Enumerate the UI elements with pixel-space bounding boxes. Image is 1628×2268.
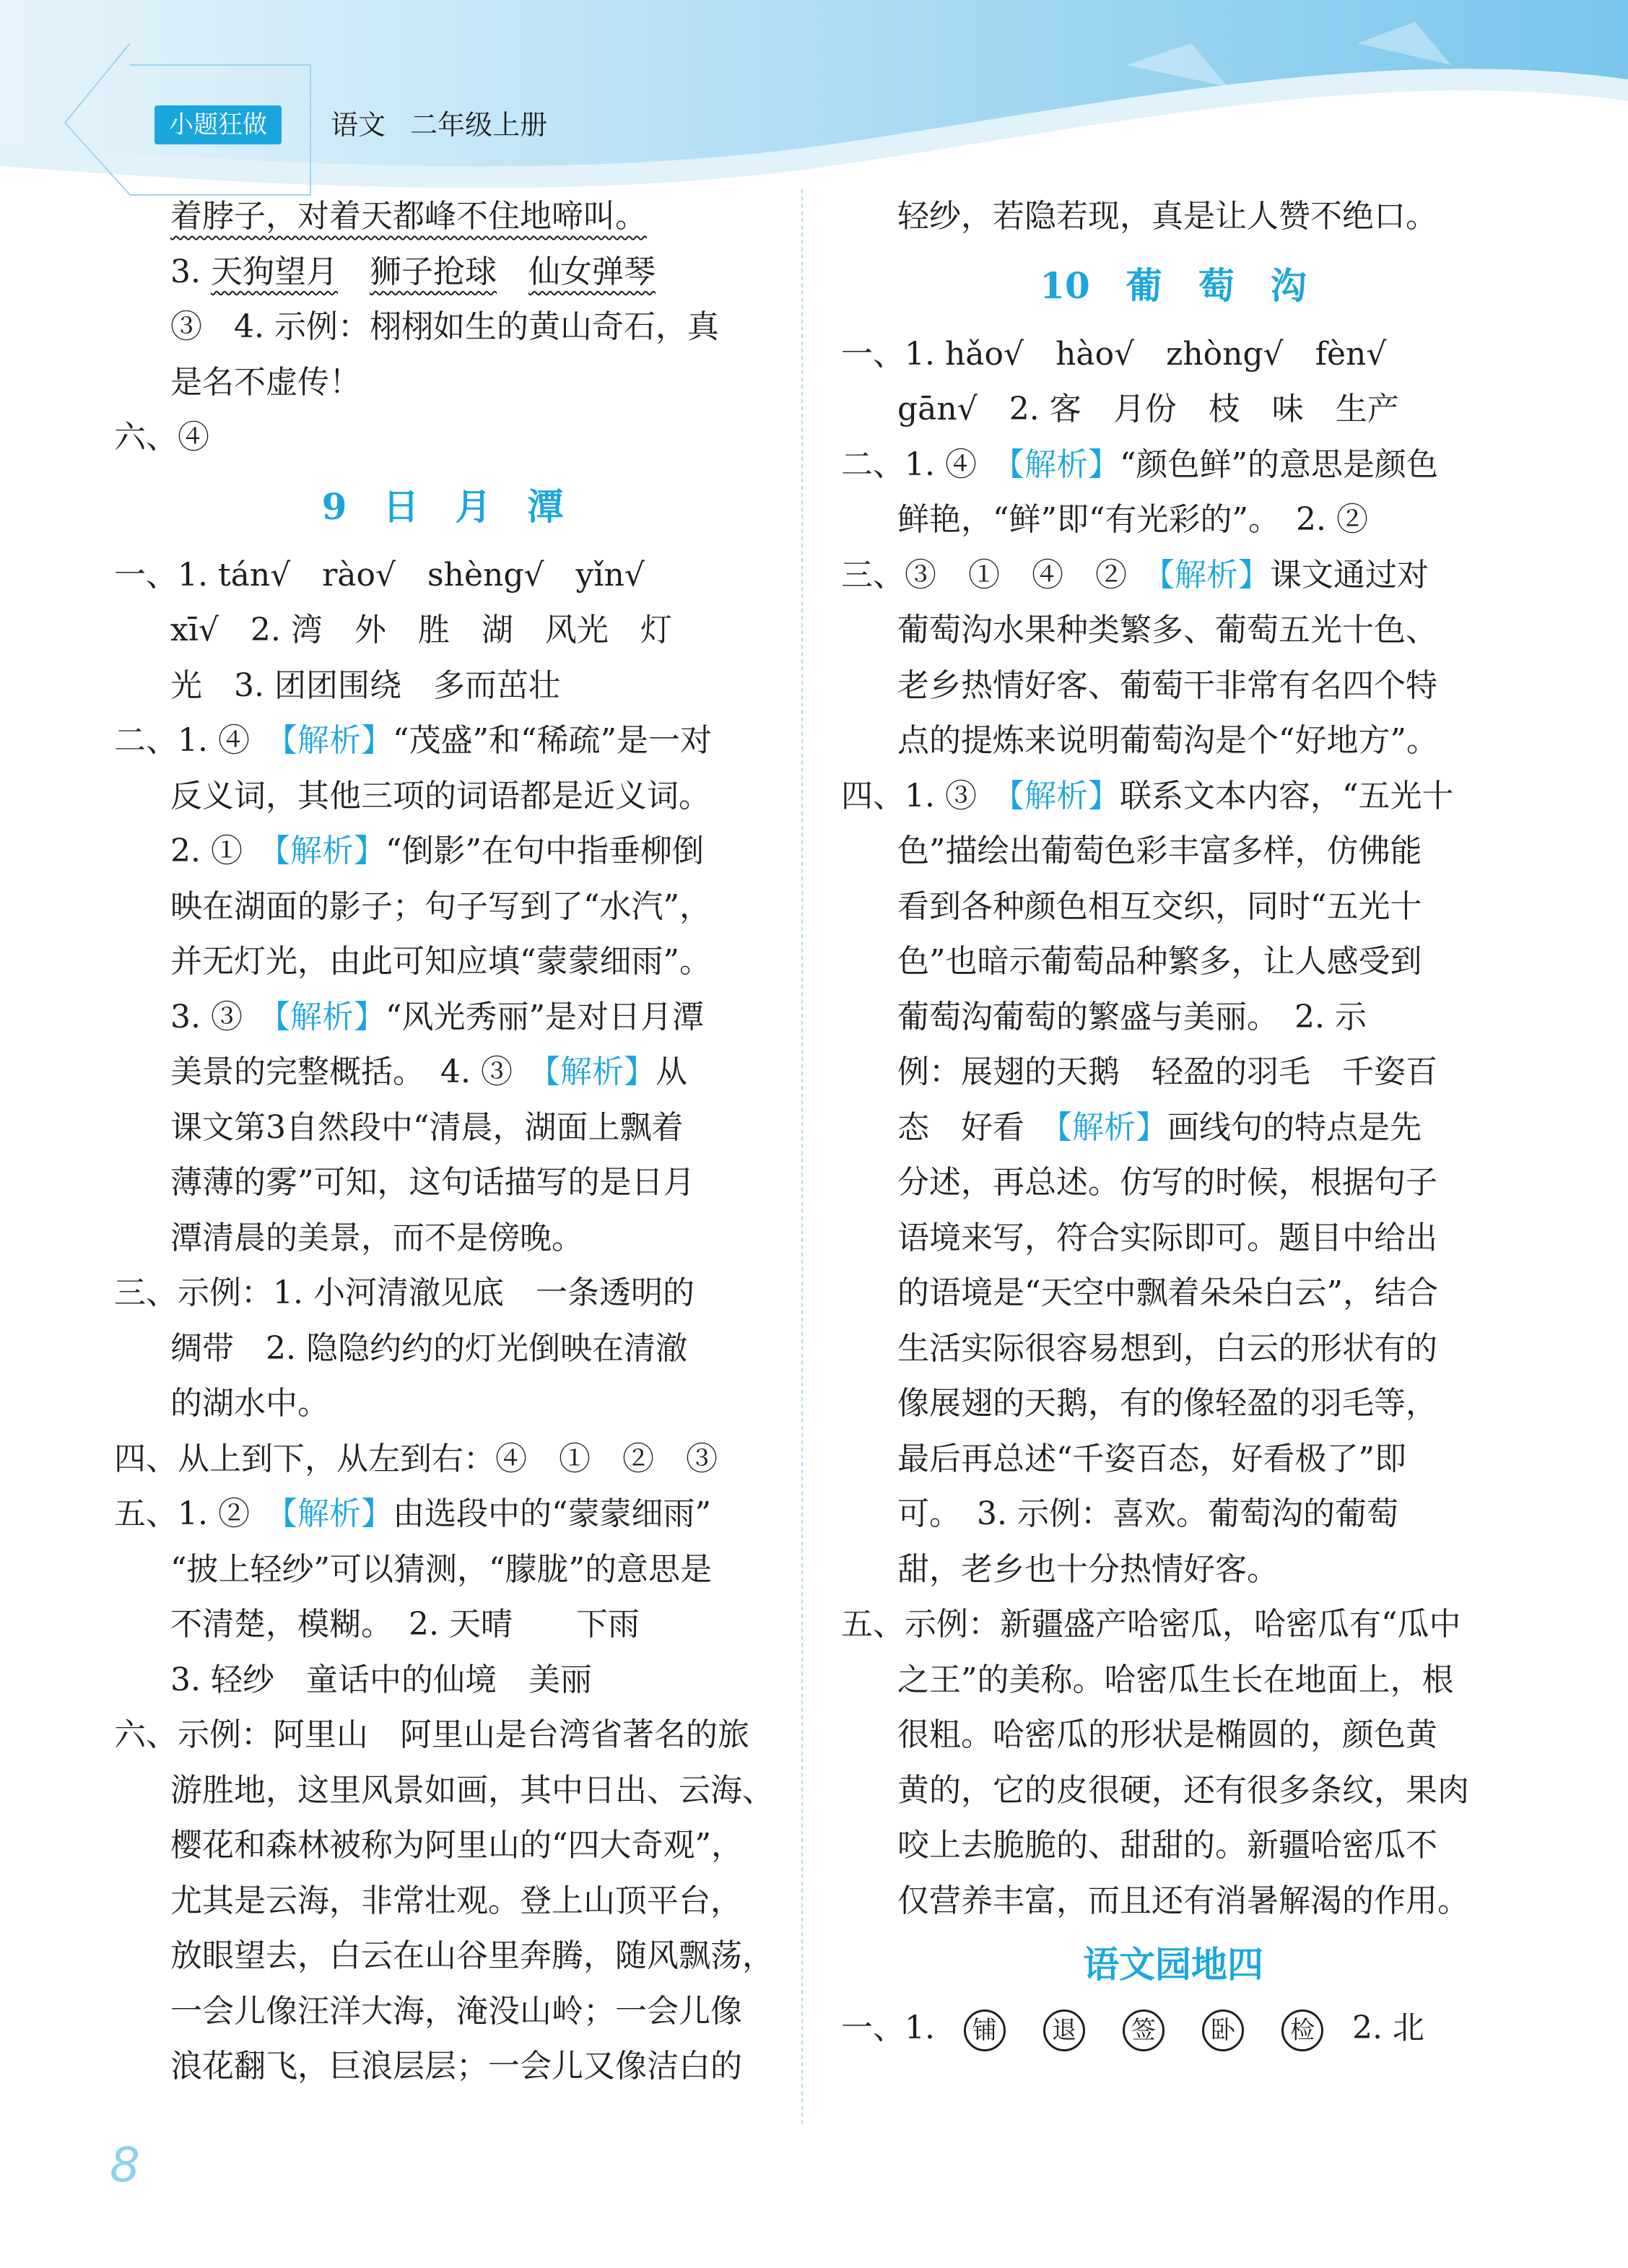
text-line	[114, 934, 771, 990]
text-line	[114, 189, 771, 245]
text-line	[841, 1211, 1505, 1266]
text-segment: 绸带 2. 隐隐约约的灯光倒映在清澈	[170, 1329, 687, 1367]
text-line	[841, 1874, 1505, 1929]
section-title	[841, 245, 1505, 327]
text-segment: 色”也暗示葡萄品种繁多，让人感受到	[897, 943, 1422, 980]
text-line	[114, 1653, 771, 1708]
text-segment: 一、1.	[841, 2010, 945, 2046]
text-segment: 很粗。哈密瓜的形状是椭圆的，颜色黄	[897, 1716, 1437, 1753]
text-segment: 一会儿像汪洋大海，淹没山岭；一会儿像	[170, 1992, 742, 2030]
text-segment: 的湖水中。	[170, 1385, 329, 1422]
text-segment: 老乡热情好客、葡萄干非常有名四个特	[897, 666, 1437, 704]
text-segment: 3.	[170, 253, 211, 290]
text-line	[841, 1542, 1505, 1598]
text-segment: ③ 4. 示例：栩栩如生的黄山奇石，真	[170, 308, 719, 345]
text-segment: 二、1. ④	[841, 446, 1009, 483]
text-segment: 潭清晨的美景，而不是傍晚。	[170, 1219, 583, 1256]
text-segment: 色”描绘出葡萄色彩丰富多样，仿佛能	[897, 833, 1422, 869]
text-line	[114, 603, 771, 659]
text-segment: 画线句的特点是先	[1167, 1108, 1422, 1146]
analysis-tag: 【解析】	[274, 998, 386, 1035]
text-line	[114, 2039, 771, 2095]
left-column	[114, 189, 774, 2095]
text-line	[841, 1487, 1505, 1542]
section-title	[841, 1929, 1505, 2001]
text-line	[114, 659, 771, 714]
text-line	[114, 1321, 771, 1377]
text-segment: 点的提炼来说明葡萄沟是个“好地方”。	[897, 722, 1438, 759]
text-segment: 黄的，它的皮很硬，还有很多条纹，果肉	[897, 1771, 1469, 1809]
text-line	[114, 1597, 771, 1653]
header-wave-banner	[0, 0, 1628, 202]
text-line	[841, 603, 1505, 659]
text-line	[841, 492, 1505, 548]
text-segment: 放眼望去，白云在山谷里奔腾，随风飘荡，	[170, 1937, 774, 1974]
text-segment: 课文第3自然段中“清晨，湖面上飘着	[170, 1108, 684, 1146]
text-line	[841, 1818, 1505, 1874]
text-segment: 9 日 月 潭	[321, 485, 564, 528]
text-segment: 轻纱，若隐若现，真是让人赞不绝口。	[897, 198, 1437, 235]
text-segment: 咬上去脆脆的、甜甜的。新疆哈密瓜不	[897, 1827, 1437, 1864]
text-line	[114, 1211, 771, 1266]
text-segment: 2. ①	[170, 833, 274, 869]
text-line	[841, 548, 1505, 604]
circled-character: 退	[1043, 2010, 1085, 2051]
text-line	[841, 1432, 1505, 1487]
text-segment: “风光秀丽”是对日月潭	[385, 998, 704, 1035]
text-line	[841, 1763, 1505, 1819]
text-segment: 并无灯光，由此可知应填“蒙蒙细雨”。	[170, 943, 711, 980]
analysis-tag: 【解析】	[1159, 556, 1270, 594]
text-segment: 像展翅的天鹅，有的像轻盈的羽毛等，	[897, 1385, 1437, 1422]
text-line	[114, 824, 771, 879]
text-segment: 看到各种颜色相互交织，同时“五光十	[897, 887, 1422, 925]
text-line	[114, 1487, 771, 1542]
text-segment: “倒影”在句中指垂柳倒	[385, 833, 704, 869]
text-segment: 语境来写，符合实际即可。题目中给出	[897, 1219, 1437, 1256]
text-line	[841, 824, 1505, 879]
text-segment: 仅营养丰富，而且还有消暑解渴的作用。	[897, 1882, 1469, 1919]
text-line	[114, 410, 771, 466]
text-line	[841, 189, 1505, 245]
text-line	[841, 327, 1505, 383]
text-line	[841, 1708, 1505, 1763]
circled-character: 卧	[1202, 2010, 1244, 2051]
text-segment	[338, 253, 370, 290]
text-segment: 樱花和森林被称为阿里山的“四大奇观”，	[170, 1827, 743, 1864]
text-segment: 一、1. hǎo√ hào√ zhòng√ fèn√	[841, 335, 1387, 373]
text-segment: 映在湖面的影子；句子写到了“水汽”，	[170, 887, 711, 925]
text-line	[841, 659, 1505, 714]
text-line	[114, 1266, 771, 1321]
text-line	[841, 1376, 1505, 1432]
text-line	[841, 934, 1505, 990]
text-segment: 三、示例：1. 小河清澈见底 一条透明的	[114, 1274, 695, 1311]
text-line	[114, 300, 771, 355]
text-segment: 葡萄沟水果种类繁多、葡萄五光十色、	[897, 612, 1437, 648]
text-line	[841, 438, 1505, 493]
text-segment: 二、1. ④	[114, 722, 282, 759]
text-segment: gān√ 2. 客 月份 枝 味 生产	[897, 391, 1399, 427]
section-title	[114, 466, 771, 548]
text-line	[841, 1045, 1505, 1100]
text-segment: 可。 3. 示例：喜欢。葡萄沟的葡萄	[897, 1495, 1398, 1532]
analysis-tag: 【解析】	[1008, 777, 1120, 814]
text-segment: 10 葡 萄 沟	[1040, 264, 1307, 307]
text-segment: 语文园地四	[1083, 1943, 1263, 1986]
text-line	[114, 769, 771, 825]
text-segment: 美景的完整概括。 4. ③	[170, 1053, 544, 1090]
text-segment: “披上轻纱”可以猜测，“朦胧”的意思是	[170, 1550, 712, 1588]
text-line	[114, 1100, 771, 1156]
text-segment: 的语境是“天空中飘着朵朵白云”，结合	[897, 1274, 1438, 1311]
text-segment: xī√ 2. 湾 外 胜 湖 风光 灯	[170, 612, 672, 648]
text-line	[114, 1708, 771, 1763]
column-divider	[801, 189, 803, 2124]
text-line	[114, 355, 771, 411]
text-segment: 葡萄沟葡萄的繁盛与美丽。 2. 示	[897, 998, 1367, 1035]
text-segment: 反义词，其他三项的词语都是近义词。	[170, 777, 710, 814]
text-segment: 着脖子，对着天都峰不住地啼叫。	[170, 198, 647, 235]
text-segment: 不清楚，模糊。 2. 天晴 下雨	[170, 1606, 640, 1643]
text-line	[841, 1266, 1505, 1321]
text-segment: 狮子抢球	[369, 253, 497, 290]
text-segment: 六、示例：阿里山 阿里山是台湾省著名的旅	[114, 1716, 749, 1753]
analysis-tag: 【解析】	[281, 722, 393, 759]
text-line	[114, 1045, 771, 1100]
text-line	[114, 1432, 771, 1487]
text-line	[114, 713, 771, 769]
right-column	[841, 189, 1505, 2056]
text-line	[841, 990, 1505, 1046]
circled-character: 签	[1123, 2010, 1165, 2051]
text-line	[114, 548, 771, 604]
circled-character: 铺	[964, 2010, 1006, 2051]
text-segment: 四、1. ③	[841, 777, 1009, 814]
text-line	[841, 382, 1505, 438]
subject-label: 语文	[331, 109, 386, 141]
text-line	[841, 879, 1505, 935]
book-series-label: 小题狂做	[154, 105, 282, 144]
text-line	[841, 1597, 1505, 1653]
text-segment: 课文通过对	[1270, 556, 1429, 594]
text-line	[114, 1818, 771, 1874]
analysis-tag: 【解析】	[281, 1495, 393, 1532]
text-line	[841, 1155, 1505, 1211]
text-segment: 一、1. tán√ ràо√ shèng√ yǐn√	[114, 556, 645, 594]
text-line	[114, 1874, 771, 1929]
text-line	[114, 879, 771, 935]
analysis-tag: 【解析】	[274, 833, 386, 869]
text-segment: 3. ③	[170, 998, 274, 1035]
text-line	[114, 245, 771, 300]
grade-label: 二年级上册	[410, 109, 548, 141]
page-number: 8	[110, 2137, 140, 2193]
text-segment: 仙女弹琴	[528, 253, 656, 290]
text-segment: 由选段中的“蒙蒙细雨”	[392, 1495, 711, 1532]
text-line	[841, 713, 1505, 769]
text-segment: “茂盛”和“稀疏”是一对	[392, 722, 712, 759]
text-line	[841, 1321, 1505, 1377]
text-segment: 3. 轻纱 童话中的仙境 美丽	[170, 1661, 592, 1698]
text-segment: 五、1. ②	[114, 1495, 282, 1532]
text-segment: 浪花翻飞，巨浪层层；一会儿又像洁白的	[170, 2048, 742, 2085]
text-segment: 联系文本内容，“五光十	[1119, 777, 1454, 814]
text-segment: 之王”的美称。哈密瓜生长在地面上，根	[897, 1661, 1454, 1698]
text-segment: 光 3. 团团围绕 多而茁壮	[170, 666, 560, 704]
text-segment: 例：展翅的天鹅 轻盈的羽毛 千姿百	[897, 1053, 1437, 1090]
text-line	[114, 1984, 771, 2040]
text-line	[841, 1653, 1505, 1708]
text-line	[841, 769, 1505, 825]
text-segment: “颜色鲜”的意思是颜色	[1119, 446, 1438, 483]
text-segment	[497, 253, 528, 290]
text-segment: 最后再总述“千姿百态，好看极了”即	[897, 1440, 1406, 1477]
text-line	[114, 1376, 771, 1432]
text-segment: 2. 北	[1341, 2010, 1424, 2046]
analysis-tag: 【解析】	[1008, 446, 1120, 483]
text-segment: 态 好看	[897, 1108, 1056, 1146]
text-segment: 四、从上到下，从左到右：④ ① ② ③	[114, 1440, 718, 1477]
text-segment: 尤其是云海，非常壮观。登上山顶平台，	[170, 1882, 742, 1919]
book-info	[331, 105, 563, 144]
text-line	[114, 1929, 774, 1984]
text-segment: 天狗望月	[210, 253, 338, 290]
analysis-tag: 【解析】	[1056, 1108, 1167, 1146]
analysis-tag: 【解析】	[544, 1053, 656, 1090]
text-line	[114, 1542, 771, 1598]
text-line	[841, 1100, 1505, 1156]
text-segment: 六、④	[114, 419, 209, 456]
text-segment: 是名不虚传！	[170, 363, 361, 401]
text-segment: 生活实际很容易想到，白云的形状有的	[897, 1329, 1437, 1367]
text-segment: 游胜地，这里风景如画，其中日出、云海、	[170, 1771, 774, 1809]
text-segment: 薄薄的雾”可知，这句话描写的是日月	[170, 1164, 695, 1201]
text-line	[841, 2001, 1505, 2056]
text-segment: 鲜艳，“鲜”即“有光彩的”。 2. ②	[897, 501, 1368, 538]
text-segment: 五、示例：新疆盛产哈密瓜，哈密瓜有“瓜中	[841, 1606, 1461, 1643]
text-line	[114, 990, 771, 1046]
text-line	[114, 1155, 771, 1211]
text-segment: 从	[655, 1053, 687, 1090]
text-segment: 三、③ ① ④ ②	[841, 556, 1159, 594]
text-segment: 甜，老乡也十分热情好客。	[897, 1550, 1279, 1588]
circled-character: 检	[1281, 2010, 1323, 2051]
text-line	[114, 1763, 774, 1819]
text-segment: 分述，再总述。仿写的时候，根据句子	[897, 1164, 1437, 1201]
